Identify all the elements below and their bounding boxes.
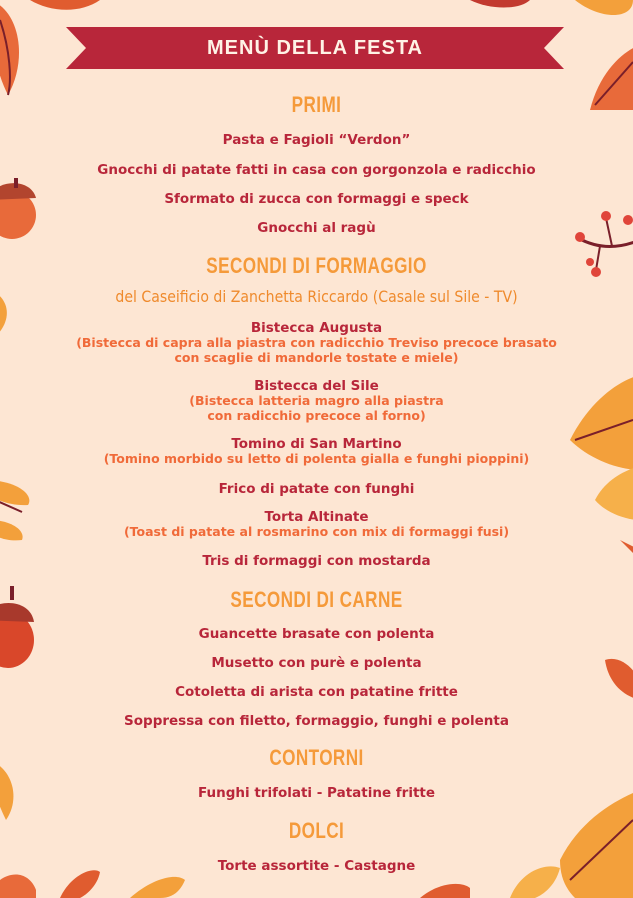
menu-item: Musetto con purè e polenta: [211, 655, 422, 671]
heading-dolci: DOLCI: [288, 818, 345, 843]
leaf-icon: [605, 659, 633, 700]
leaf-icon: [420, 884, 470, 898]
leaf-icon: [595, 466, 633, 520]
leaf-icon: [470, 0, 530, 8]
leaf-icon: [30, 0, 100, 10]
menu-item: Torta Altinate: [264, 509, 369, 525]
menu-item: Cotoletta di arista con patatine fritte: [175, 684, 458, 700]
heading-primi: PRIMI: [291, 92, 342, 117]
leaf-icon: [130, 877, 185, 898]
menu-item: Gnocchi al ragù: [257, 220, 376, 236]
leaf-icon: [560, 790, 633, 898]
leaf-icon: [0, 290, 7, 336]
acorn-icon: [0, 586, 34, 668]
section-subtitle: del Caseificio di Zanchetta Riccardo (Casale sul Sile - TV): [115, 287, 518, 306]
leaf-icon: [590, 45, 633, 110]
menu-item-description: (Tomino morbido su letto di polenta gialla e funghi pioppini): [103, 451, 530, 466]
leaf-icon: [0, 875, 36, 898]
menu-item: Pasta e Fagioli “Verdon”: [222, 132, 411, 148]
menu-item: Torte assortite - Castagne: [217, 858, 416, 874]
menu-item: Soppressa con filetto, formaggio, funghi e polenta: [124, 713, 509, 729]
title-banner: [66, 27, 564, 69]
leaf-icon: [60, 870, 100, 898]
menu-item: Tris di formaggi con mostarda: [202, 553, 431, 569]
menu-item: Bistecca del Sile: [254, 378, 379, 394]
menu-item: Sformato di zucca con formaggi e speck: [164, 191, 469, 207]
menu-item: Gnocchi di patate fatti in casa con gorgonzola e radicchio: [97, 162, 536, 178]
leaf-icon: [0, 760, 13, 820]
menu-item: Bistecca Augusta: [250, 320, 383, 336]
menu-item-description: (Bistecca di capra alla piastra con radicchio Treviso precoce brasato con scaglie di mandorle tostate e miele): [76, 335, 557, 365]
heading-secondi-carne: SECONDI DI CARNE: [230, 587, 403, 612]
heading-secondi-formaggio: SECONDI DI FORMAGGIO: [206, 253, 427, 278]
menu-item-description: (Toast di patate al rosmarino con mix di formaggi fusi): [123, 524, 510, 539]
menu-item: Tomino di San Martino: [231, 436, 402, 452]
acorn-icon: [0, 178, 36, 239]
leaf-icon: [0, 520, 23, 540]
menu-item: Frico di patate con funghi: [218, 481, 415, 497]
page-title: MENÙ DELLA FESTA: [207, 37, 423, 59]
leaf-icon: [575, 0, 633, 15]
heading-contorni: CONTORNI: [269, 745, 364, 770]
menu-item: Funghi trifolati - Patatine fritte: [197, 785, 436, 801]
menu-item-description: (Bistecca latteria magro alla piastra con radicchio precoce al forno): [189, 393, 444, 423]
leaf-icon: [0, 480, 29, 505]
menu-item: Guancette brasate con polenta: [198, 626, 435, 642]
